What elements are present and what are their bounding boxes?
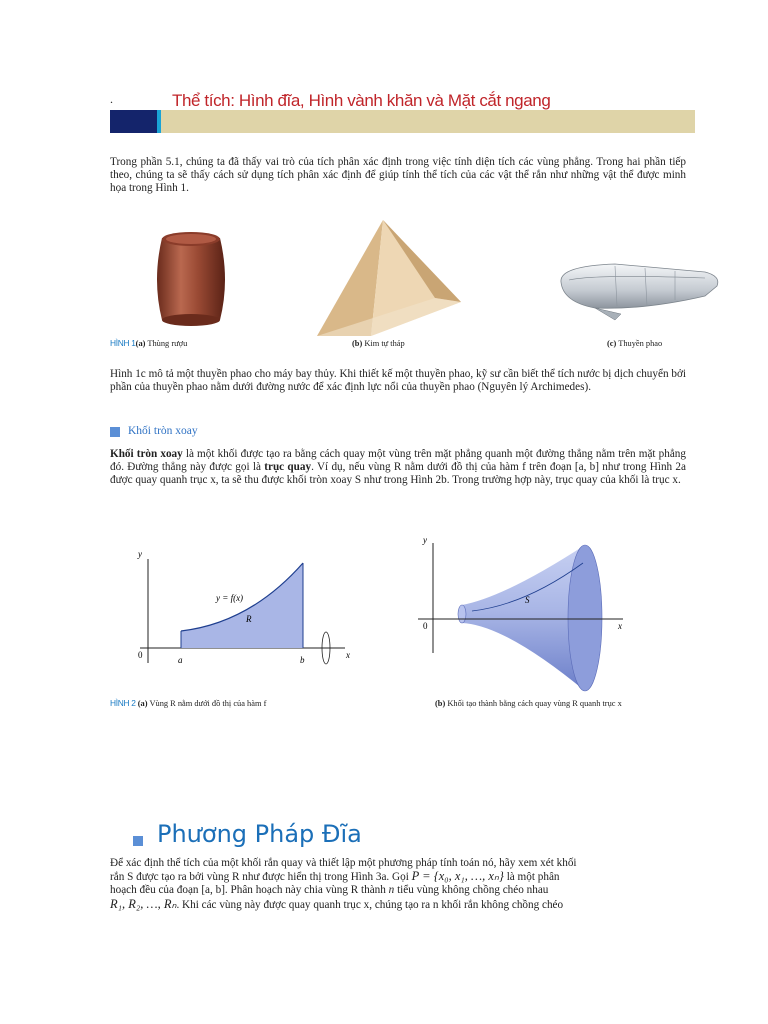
figure2b-solid (415, 535, 635, 695)
solid-end-disk (568, 545, 602, 691)
y-axis-label: y (138, 549, 142, 559)
b-label: b (300, 655, 305, 665)
figure2a-graph (130, 545, 360, 670)
definition-text-1: là một khối được tạo ra bằng cách quay một vùng trên mặt phẳng quanh một đường thẳng nằm trên mặt phẳng đó. Đường thẳng này được gọi là (110, 448, 686, 474)
figure2-caption-a (110, 698, 266, 708)
figure1-caption-a (110, 338, 187, 348)
section2-bullet-icon (133, 836, 143, 846)
figure1-caption-a-key: (a) (135, 339, 146, 348)
figure1-label: HÌNH 1 (110, 338, 136, 348)
disk-line-4: R₁, R₂, …, Rₙ. Khi các vùng này được quay quanh trục x, chúng tạo ra n khối rắn không chồng chéo (110, 896, 564, 911)
barrel-image (150, 230, 234, 330)
pontoon-paragraph: Hình 1c mô tả một thuyền phao cho máy bay thủy. Khi thiết kế một thuyền phao, kỹ sư cần biết thể tích nước bị dịch chuyển bởi phần của thuyền phao nằm dưới đường nước để xác định lực nổi của thuyền phao (Nguyên lý Archimedes). (110, 368, 686, 394)
figure1-caption-c-key: (c) (607, 339, 617, 348)
figure2-caption-b-key: (b) (435, 699, 446, 708)
figure1-caption-b-key: (b) (352, 339, 363, 348)
region-label: R (246, 614, 252, 624)
region-r (181, 563, 303, 648)
section-heading-disk-method: Phương Pháp Đĩa (157, 820, 362, 848)
figure2-caption-b (435, 699, 622, 708)
disk-line-3: hoạch đều của đoạn [a, b]. Phân hoạch này chia vùng R thành n tiểu vùng không chồng chéo nhau (110, 884, 549, 897)
figure1-caption-a-text: Thùng rượu (145, 339, 188, 348)
solid-s (462, 545, 585, 691)
figure2-caption-a-text: Vùng R nằm dưới đồ thị của hàm f (147, 699, 267, 708)
definition-text-2: . Ví dụ, nếu vùng R nằm dưới đồ thị của hàm f trên đoạn [a, b] như trong Hình 2a được quay quanh trục x, ta sẽ thu được khối tròn xoay S như trong Hình 2b. Trong trường hợp này, trục quay của khối là trục x. (110, 461, 686, 487)
term-solid-of-revolution: Khối tròn xoay (110, 448, 183, 460)
section-bullet-icon (110, 427, 120, 437)
origin-label: 0 (423, 621, 428, 631)
figure1-caption-c (607, 339, 662, 348)
disk-line-1: Để xác định thể tích của một khối rắn quay và thiết lập một phương pháp tính toán nó, hãy xem xét khối (110, 857, 577, 869)
intro-paragraph: Trong phần 5.1, chúng ta đã thấy vai trò của tích phân xác định trong việc tính diện tích các vùng phẳng. Trong hai phần tiếp theo, chúng ta sẽ thấy cách sử dụng tích phân xác định để giúp tính thể tích của các vật thể rắn như những vật thể được minh họa trong Hình 1. (110, 156, 686, 195)
page-title: Thể tích: Hình đĩa, Hình vành khăn và Mặt cắt ngang (172, 91, 551, 110)
figure2-caption-a-key: (a) (137, 699, 148, 708)
subregions-formula: R₁, R₂, …, Rₙ (110, 896, 177, 911)
n-symbol: n (388, 884, 395, 897)
curve-label: y = f(x) (216, 593, 244, 603)
y-axis-label: y (423, 535, 427, 545)
pyramid-image (315, 218, 463, 338)
header-band-dark (110, 110, 157, 133)
solid-label: S (525, 595, 530, 605)
disk-method-paragraph (110, 857, 686, 912)
figure1-caption-c-text: Thuyền phao (616, 339, 663, 348)
term-axis-of-rotation: trục quay (264, 461, 312, 474)
figure1-caption-b (352, 339, 405, 348)
header-bullet: . (110, 92, 113, 106)
partition-formula: P = {x₀, x₁, …, xₙ} (411, 869, 504, 884)
x-axis-label: x (618, 621, 622, 631)
header-band (161, 110, 695, 133)
section-heading-solid-of-revolution: Khối tròn xoay (128, 425, 198, 437)
origin-label: 0 (138, 650, 143, 660)
figure2-caption-b-text: Khối tạo thành bằng cách quay vùng R quanh trục x (445, 699, 622, 708)
a-label: a (178, 655, 183, 665)
figure2-label: HÌNH 2 (110, 698, 136, 708)
x-axis-label: x (346, 650, 350, 660)
pontoon-image (555, 258, 723, 326)
figure1-caption-b-text: Kim tự tháp (362, 339, 405, 348)
solid-of-revolution-paragraph (110, 448, 686, 488)
disk-line-2: rắn S được tạo ra bởi vùng R như được hiển thị trong Hình 3a. Gọi P = {x₀, x₁, …, xₙ} là một phân (110, 869, 560, 884)
